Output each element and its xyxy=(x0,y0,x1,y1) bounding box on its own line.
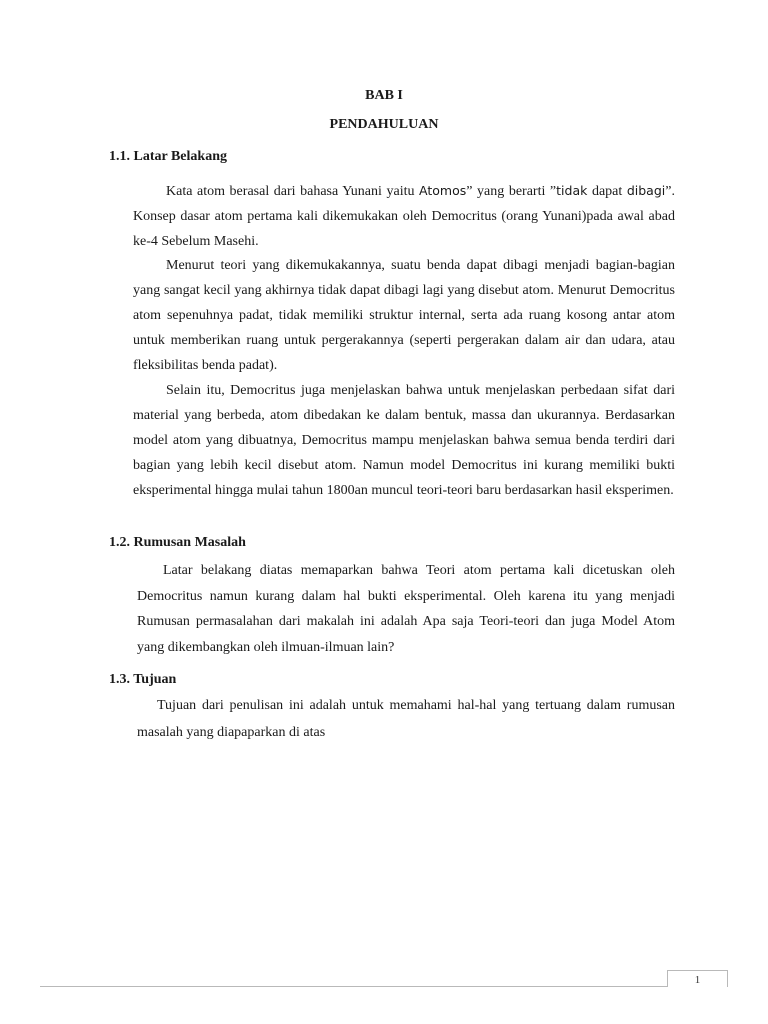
paragraph-latar-belakang-3: Selain itu, Democritus juga menjelaskan bahwa untuk menjelaskan perbedaan sifat dari material yang berbeda, atom dibedakan ke dalam bentuk, massa dan ukurannya. Berdasarkan model atom yang dibuatnya, Democritus mampu menjelaskan bahwa semua benda terdiri dari bagian yang lebih kecil disebut atom. Namun model Democritus ini kurang memiliki bukti eksperimental hingga mulai tahun 1800an muncul teori-teori baru berdasarkan hasil eksperimen. xyxy=(133,383,675,498)
page-number: 1 xyxy=(667,970,728,987)
chapter-title: PENDAHULUAN xyxy=(329,117,439,132)
paragraph-tujuan: Tujuan dari penulisan ini adalah untuk memahami hal-hal yang tertuang dalam rumusan masalah yang diapaparkan di atas xyxy=(137,698,675,740)
paragraph-latar-belakang-2: Menurut teori yang dikemukakannya, suatu benda dapat dibagi menjadi bagian-bagian yang sangat kecil yang akhirnya tidak dapat dibagi lagi yang disebut atom. Menurut Democritus atom sepenuhnya padat, tidak memiliki struktur internal, serta ada ruang kosong antar atom untuk memberikan ruang untuk pergerakannya (seperti pergerakan dalam air dan udara, atau fleksibilitas benda padat). xyxy=(133,258,675,373)
paragraph-latar-belakang-1: Kata atom berasal dari bahasa Yunani yaitu Atomos” yang berarti ”tidak dapat dibagi”. Konsep dasar atom pertama kali dikemukakan oleh Democritus (orang Yunani)pada awal abad ke-4 Sebelum Masehi. xyxy=(133,183,675,249)
footer-rule xyxy=(40,986,728,987)
section-heading-rumusan-masalah: 1.2. Rumusan Masalah xyxy=(109,535,246,550)
section-heading-tujuan: 1.3. Tujuan xyxy=(109,672,177,687)
section-heading-latar-belakang: 1.1. Latar Belakang xyxy=(109,149,227,164)
chapter-label: BAB I xyxy=(365,88,403,103)
paragraph-rumusan-masalah: Latar belakang diatas memaparkan bahwa Teori atom pertama kali dicetuskan oleh Democritus namun kurang dalam hal bukti eksperimental. Oleh karena itu yang menjadi Rumusan permasalahan dari makalah ini adalah Apa saja Teori-teori dan juga Model Atom yang dikembangkan oleh ilmuan-ilmuan lain? xyxy=(137,563,675,655)
